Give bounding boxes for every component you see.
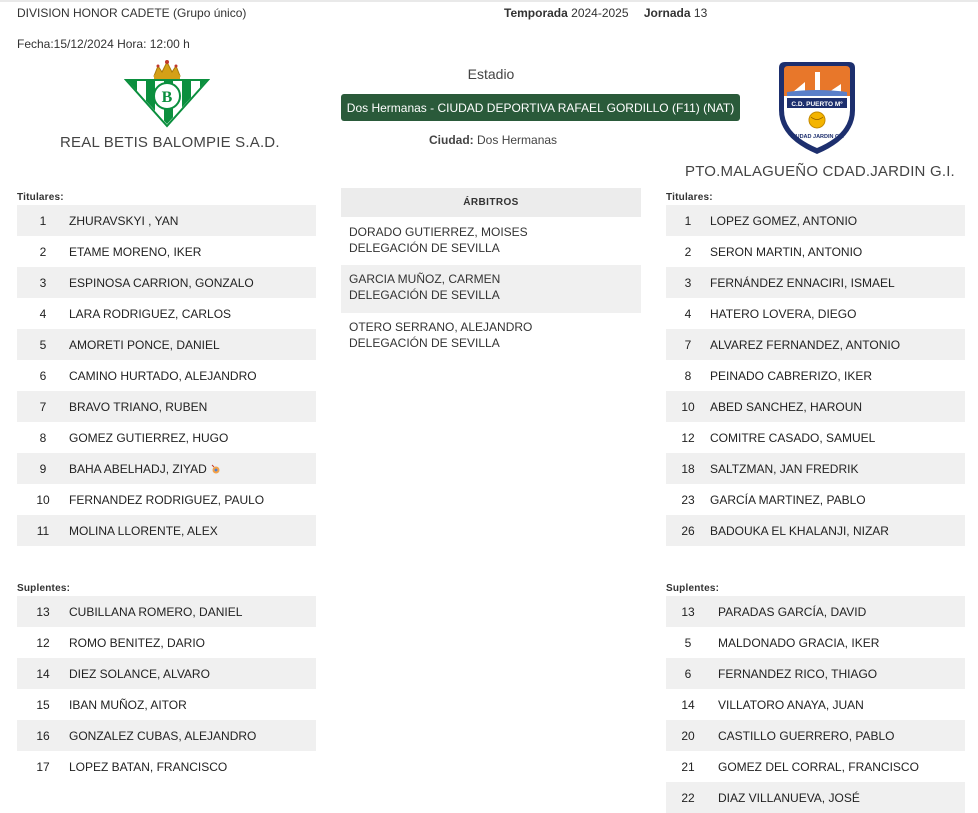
player-number: 5: [39, 337, 47, 352]
jornada-label: Jornada: [643, 6, 691, 20]
temporada-label: Temporada: [504, 6, 568, 20]
referee-item: [341, 265, 641, 313]
player-name: [69, 431, 316, 445]
player-name-text: ESPINOSA CARRION, GONZALO: [69, 275, 254, 290]
player-number: 2: [684, 244, 692, 259]
player-name-text: DIEZ SOLANCE, ALVARO: [69, 666, 210, 681]
player-row[interactable]: [17, 751, 316, 782]
player-row[interactable]: [17, 627, 316, 658]
competition-title: DIVISION HONOR CADETE (Grupo único): [17, 6, 247, 20]
player-name-text: CUBILLANA ROMERO, DANIEL: [69, 604, 243, 619]
player-number: 13: [681, 604, 695, 619]
player-name: [710, 307, 965, 321]
player-row[interactable]: [666, 236, 965, 267]
top-divider: [0, 0, 978, 2]
player-row[interactable]: [666, 298, 965, 329]
player-row[interactable]: [666, 658, 965, 689]
player-name: [69, 462, 316, 476]
player-number: 8: [684, 368, 692, 383]
away-titulares-label: Titulares:: [666, 192, 713, 203]
ciudad-info: [429, 133, 557, 147]
home-titulares-list: [17, 205, 316, 546]
player-name-text: COMITRE CASADO, SAMUEL: [710, 430, 876, 445]
player-name: [69, 307, 316, 321]
player-row[interactable]: [17, 205, 316, 236]
season-info: [504, 6, 707, 20]
player-number: 1: [684, 213, 692, 228]
player-name-text: PARADAS GARCÍA, DAVID: [718, 604, 867, 619]
player-row[interactable]: [17, 689, 316, 720]
away-suplentes-label: Suplentes:: [666, 583, 720, 594]
player-row[interactable]: [17, 329, 316, 360]
player-name: [69, 605, 316, 619]
player-row[interactable]: [666, 689, 965, 720]
player-name-text: FERNANDEZ RODRIGUEZ, PAULO: [69, 492, 265, 507]
player-name-text: DIAZ VILLANUEVA, JOSÉ: [718, 790, 860, 805]
temporada-value: 2024-2025: [571, 6, 629, 20]
player-number: 17: [36, 759, 50, 774]
referee-delegation: DELEGACIÓN DE SEVILLA: [349, 336, 500, 350]
ciudad-value: Dos Hermanas: [477, 133, 558, 147]
estadio-name-badge[interactable]: Dos Hermanas - CIUDAD DEPORTIVA RAFAEL GORDILLO (F11) (NAT): [341, 94, 740, 121]
player-name: [69, 245, 316, 259]
player-row[interactable]: [666, 391, 965, 422]
player-row[interactable]: [17, 596, 316, 627]
player-name: [710, 214, 965, 228]
player-name: [69, 698, 316, 712]
player-number: 26: [681, 523, 695, 538]
player-row[interactable]: [666, 484, 965, 515]
player-name-text: MOLINA LLORENTE, ALEX: [69, 523, 218, 538]
player-name: [69, 667, 316, 681]
player-name-text: GARCÍA MARTINEZ, PABLO: [710, 492, 866, 507]
player-name: [69, 214, 316, 228]
player-number: 7: [39, 399, 47, 414]
crest-text-top: C.D. PUERTO Mº: [791, 101, 843, 108]
player-name-text: BADOUKA EL KHALANJI, NIZAR: [710, 523, 889, 538]
player-name: [710, 462, 965, 476]
player-name: [69, 276, 316, 290]
player-number: 14: [681, 697, 695, 712]
player-name-text: ROMO BENITEZ, DARIO: [69, 635, 206, 650]
player-number: 1: [39, 213, 47, 228]
player-name: [69, 338, 316, 352]
player-name-text: FERNANDEZ RICO, THIAGO: [718, 666, 878, 681]
player-number: 20: [681, 728, 695, 743]
goal-ball-icon: [211, 463, 221, 473]
player-name-text: MALDONADO GRACIA, IKER: [718, 635, 880, 650]
player-number: 12: [36, 635, 50, 650]
player-number: 14: [36, 666, 50, 681]
player-name: [710, 667, 965, 681]
jornada-value: 13: [693, 6, 708, 20]
player-row[interactable]: [666, 782, 965, 813]
referee-name: OTERO SERRANO, ALEJANDRO: [349, 320, 533, 334]
player-number: 6: [684, 666, 692, 681]
player-number: 11: [36, 523, 50, 538]
home-titulares-label: Titulares:: [17, 192, 64, 203]
player-row[interactable]: [666, 751, 965, 782]
ciudad-label: Ciudad:: [429, 133, 474, 147]
player-name: [710, 400, 965, 414]
player-number: 13: [36, 604, 50, 619]
player-name-text: BRAVO TRIANO, RUBEN: [69, 399, 208, 414]
player-number: 2: [39, 244, 47, 259]
player-name-text: CASTILLO GUERRERO, PABLO: [718, 728, 895, 743]
player-name-text: LOPEZ GOMEZ, ANTONIO: [710, 213, 858, 228]
home-team-name[interactable]: REAL BETIS BALOMPIE S.A.D.: [60, 134, 280, 151]
referee-delegation: DELEGACIÓN DE SEVILLA: [349, 288, 500, 302]
player-name-text: HATERO LOVERA, DIEGO: [710, 306, 857, 321]
player-name: [710, 760, 965, 774]
player-name: [69, 729, 316, 743]
player-number: 23: [681, 492, 695, 507]
player-name-text: PEINADO CABRERIZO, IKER: [710, 368, 873, 383]
player-name: [710, 791, 965, 805]
away-suplentes-list: [666, 596, 965, 813]
player-number: 10: [36, 492, 50, 507]
player-name-text: BAHA ABELHADJ, ZIYAD: [69, 461, 207, 476]
player-row[interactable]: [17, 484, 316, 515]
referee-delegation: DELEGACIÓN DE SEVILLA: [349, 241, 500, 255]
player-name-text: ZHURAVSKYI , YAN: [69, 213, 179, 228]
player-number: 3: [39, 275, 47, 290]
referee-item: [341, 218, 641, 265]
player-row[interactable]: [666, 422, 965, 453]
player-name-text: SERON MARTIN, ANTONIO: [710, 244, 863, 259]
player-row[interactable]: [17, 422, 316, 453]
player-name-text: ABED SANCHEZ, HAROUN: [710, 399, 863, 414]
player-name-text: VILLATORO ANAYA, JUAN: [718, 697, 864, 712]
player-name-text: GONZALEZ CUBAS, ALEJANDRO: [69, 728, 257, 743]
player-name: [710, 369, 965, 383]
referee-name: GARCIA MUÑOZ, CARMEN: [349, 272, 501, 286]
player-name-text: FERNÁNDEZ ENNACIRI, ISMAEL: [710, 275, 895, 290]
player-name-text: SALTZMAN, JAN FREDRIK: [710, 461, 859, 476]
player-number: 18: [681, 461, 695, 476]
player-name: [69, 524, 316, 538]
player-row[interactable]: [17, 515, 316, 546]
player-name: [710, 524, 965, 538]
player-number: 8: [39, 430, 47, 445]
player-row[interactable]: [17, 236, 316, 267]
player-row[interactable]: [666, 329, 965, 360]
player-name-text: ALVAREZ FERNANDEZ, ANTONIO: [710, 337, 901, 352]
player-row[interactable]: [17, 453, 316, 484]
svg-text:B: B: [161, 89, 173, 106]
player-name: [710, 493, 965, 507]
player-name: [710, 636, 965, 650]
player-row[interactable]: [17, 720, 316, 751]
player-number: 5: [684, 635, 692, 650]
player-name-text: GOMEZ DEL CORRAL, FRANCISCO: [718, 759, 919, 774]
player-number: 6: [39, 368, 47, 383]
player-name: [69, 369, 316, 383]
player-name-text: ETAME MORENO, IKER: [69, 244, 202, 259]
player-number: 15: [36, 697, 50, 712]
player-name: [710, 338, 965, 352]
player-row[interactable]: [17, 267, 316, 298]
home-suplentes-label: Suplentes:: [17, 583, 71, 594]
player-name: [69, 493, 316, 507]
player-name-text: AMORETI PONCE, DANIEL: [69, 337, 220, 352]
player-number: 4: [684, 306, 692, 321]
player-name: [710, 431, 965, 445]
real-betis-crest-icon: [124, 58, 210, 128]
player-number: 7: [684, 337, 692, 352]
player-number: 16: [36, 728, 50, 743]
player-name: [710, 245, 965, 259]
player-row[interactable]: [17, 360, 316, 391]
player-name: [710, 729, 965, 743]
player-name: [710, 698, 965, 712]
player-name-text: GOMEZ GUTIERREZ, HUGO: [69, 430, 229, 445]
player-number: 22: [681, 790, 695, 805]
cd-puerto-malagueno-crest-icon: [775, 58, 859, 156]
player-name: [710, 276, 965, 290]
player-number: 9: [39, 461, 47, 476]
away-titulares-list: [666, 205, 965, 546]
player-number: 10: [681, 399, 695, 414]
player-name: [69, 400, 316, 414]
referee-name: DORADO GUTIERREZ, MOISES: [349, 225, 528, 239]
player-row[interactable]: [666, 515, 965, 546]
player-row[interactable]: [666, 627, 965, 658]
player-name-text: LOPEZ BATAN, FRANCISCO: [69, 759, 228, 774]
estadio-label: Estadio: [467, 66, 515, 82]
player-row[interactable]: [666, 360, 965, 391]
player-name: [710, 605, 965, 619]
player-name-text: CAMINO HURTADO, ALEJANDRO: [69, 368, 257, 383]
player-name: [69, 760, 316, 774]
referees-header: ÁRBITROS: [341, 188, 641, 217]
crest-text-bottom: CIUDAD JARDIN G.I.: [790, 134, 844, 140]
player-row[interactable]: [666, 453, 965, 484]
home-suplentes-list: [17, 596, 316, 782]
player-row[interactable]: [666, 596, 965, 627]
player-row[interactable]: [666, 267, 965, 298]
player-row[interactable]: [666, 205, 965, 236]
player-row[interactable]: [666, 720, 965, 751]
player-row[interactable]: [17, 391, 316, 422]
player-number: 12: [681, 430, 695, 445]
away-team-name[interactable]: PTO.MALAGUEÑO CDAD.JARDIN G.I.: [685, 163, 955, 180]
player-number: 4: [39, 306, 47, 321]
player-number: 21: [681, 759, 695, 774]
player-name: [69, 636, 316, 650]
player-row[interactable]: [17, 298, 316, 329]
match-date-time: Fecha:15/12/2024 Hora: 12:00 h: [17, 37, 190, 51]
player-name-text: IBAN MUÑOZ, AITOR: [69, 697, 187, 712]
player-number: 3: [684, 275, 692, 290]
referee-item: [341, 313, 641, 360]
player-name-text: LARA RODRIGUEZ, CARLOS: [69, 306, 232, 321]
player-row[interactable]: [17, 658, 316, 689]
